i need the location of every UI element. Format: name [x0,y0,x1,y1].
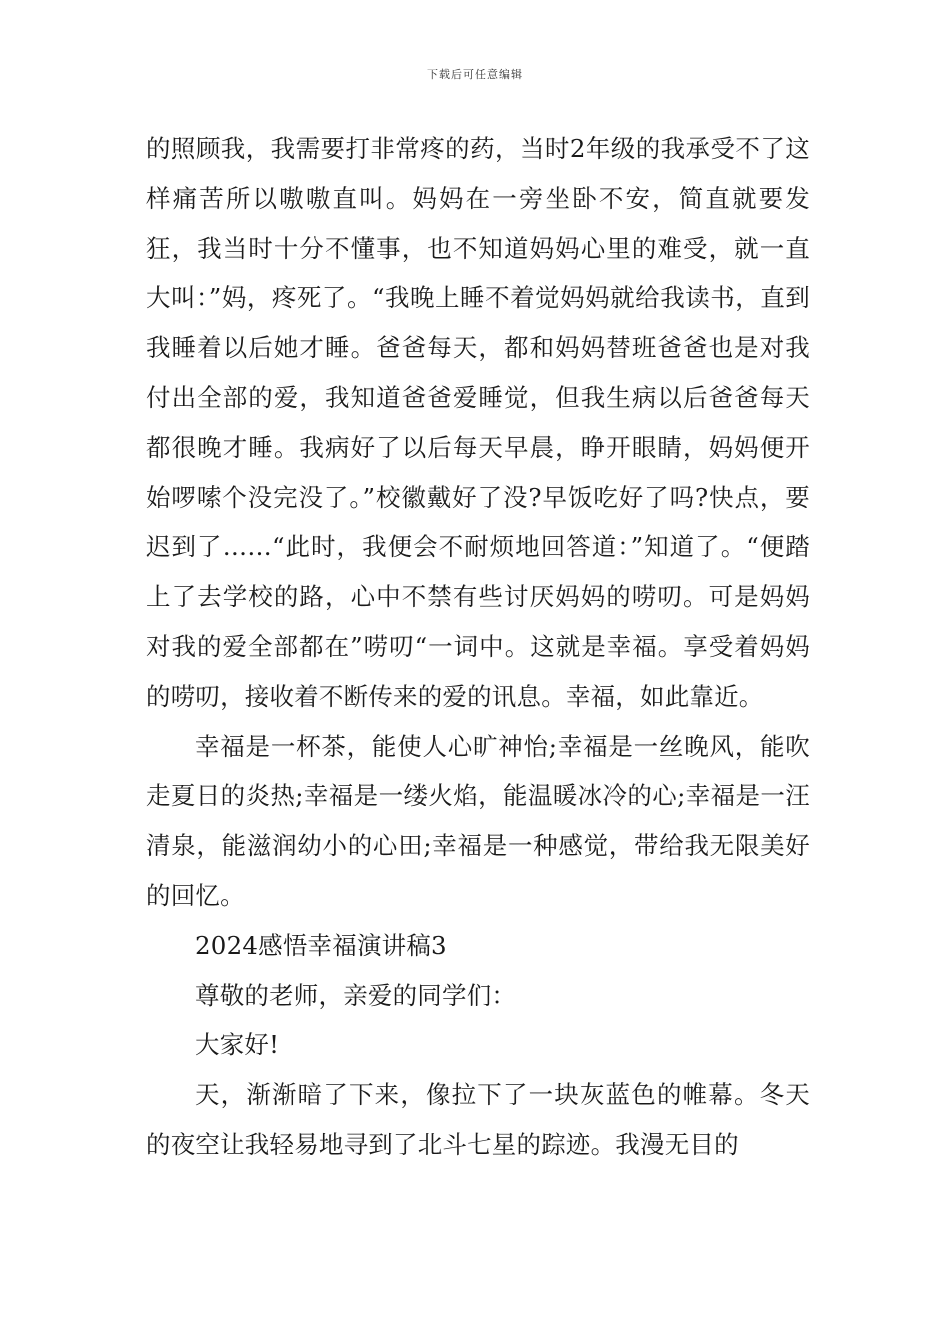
paragraph-1: 的照顾我，我需要打非常疼的药，当时2年级的我承受不了这样痛苦所以嗷嗷直叫。妈妈在一旁坐卧不安，简直就要发狂，我当时十分不懂事，也不知道妈妈心里的难受，就一直大叫：”妈，疼死了。“我晚上睡不着觉妈妈就给我读书，直到我睡着以后她才睡。爸爸每天，都和妈妈替班爸爸也是对我付出全部的爱，我知道爸爸爱睡觉，但我生病以后爸爸每天都很晚才睡。我病好了以后每天早晨，睁开眼睛，妈妈便开始啰嗦个没完没了。”校徽戴好了没?早饭吃好了吗?快点，要迟到了……“此时，我便会不耐烦地回答道：”知道了。“便踏上了去学校的路，心中不禁有些讨厌妈妈的唠叨。可是妈妈对我的爱全部都在”唠叨“一词中。这就是幸福。享受着妈妈的唠叨，接收着不断传来的爱的讯息。幸福，如此靠近。 [146,134,810,711]
paragraph-2: 幸福是一杯茶，能使人心旷神怡;幸福是一丝晚风，能吹走夏日的炎热;幸福是一缕火焰，能温暖冰冷的心;幸福是一汪清泉，能滋润幼小的心田;幸福是一种感觉，带给我无限美好的回忆。 [146,731,810,910]
page-header: 下载后可任意编辑 [427,68,523,81]
section-title: 2024感悟幸福演讲稿3 [195,930,447,960]
salutation: 尊敬的老师，亲爱的同学们： [195,980,517,1010]
document-body [146,124,810,1170]
paragraph-3: 天，渐渐暗了下来，像拉下了一块灰蓝色的帷幕。冬天的夜空让我轻易地寻到了北斗七星的踪迹。我漫无目的 [146,1080,810,1159]
greeting: 大家好! [195,1030,280,1060]
